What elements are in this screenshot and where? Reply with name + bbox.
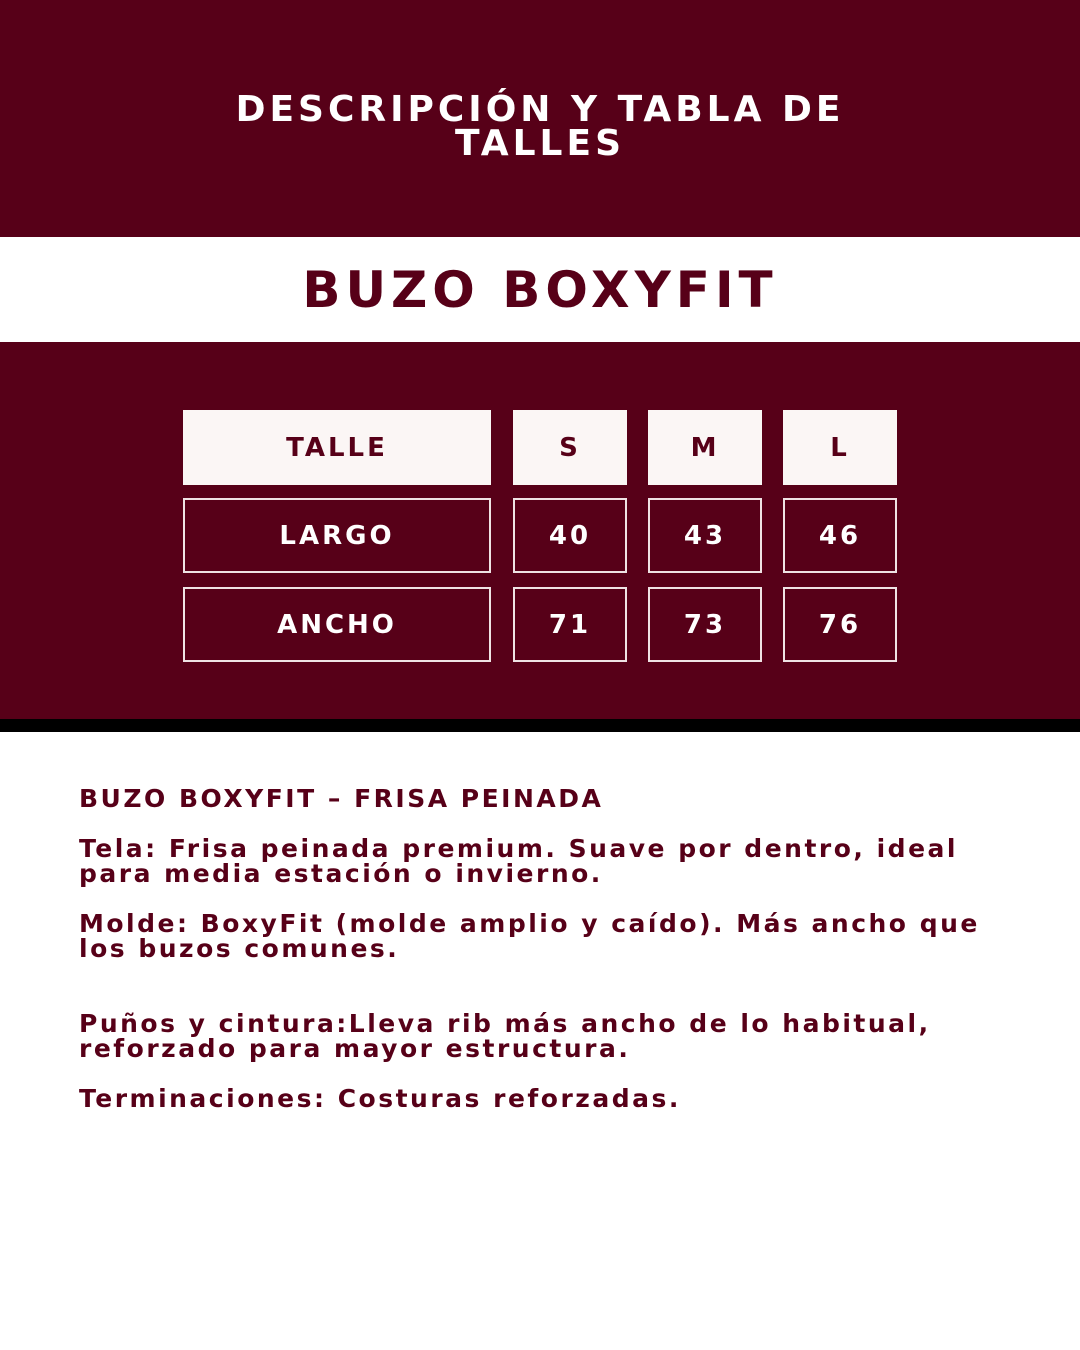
ancho-m-value: 73 <box>648 587 762 662</box>
divider-line <box>0 719 1080 732</box>
description-tela: Tela: Frisa peinada premium. Suave por dentro, ideal para media estación o invierno. <box>79 834 958 888</box>
description-heading: BUZO BOXYFIT – FRISA PEINADA <box>79 784 604 813</box>
description-punos: Puños y cintura:Lleva rib más ancho de lo habitual, reforzado para mayor estructura. <box>79 1009 931 1063</box>
largo-l-value: 46 <box>783 498 897 573</box>
row-label-largo: LARGO <box>183 498 491 573</box>
largo-s-value: 40 <box>513 498 627 573</box>
largo-m-value: 43 <box>648 498 762 573</box>
description-terminaciones: Terminaciones: Costuras reforzadas. <box>79 1084 681 1113</box>
size-header-s: S <box>513 410 627 485</box>
size-header-l: L <box>783 410 897 485</box>
product-title: BUZO BOXYFIT <box>302 261 778 319</box>
page-title-line-1: DESCRIPCIÓN Y TABLA DE <box>235 89 845 130</box>
page-title <box>0 89 1080 164</box>
ancho-l-value: 76 <box>783 587 897 662</box>
description-molde: Molde: BoxyFit (molde amplio y caído). Más ancho que los buzos comunes. <box>79 909 980 963</box>
size-header-talle: TALLE <box>183 410 491 485</box>
row-label-ancho: ANCHO <box>183 587 491 662</box>
page-title-line-2: TALLES <box>454 123 626 164</box>
ancho-s-value: 71 <box>513 587 627 662</box>
size-header-m: M <box>648 410 762 485</box>
